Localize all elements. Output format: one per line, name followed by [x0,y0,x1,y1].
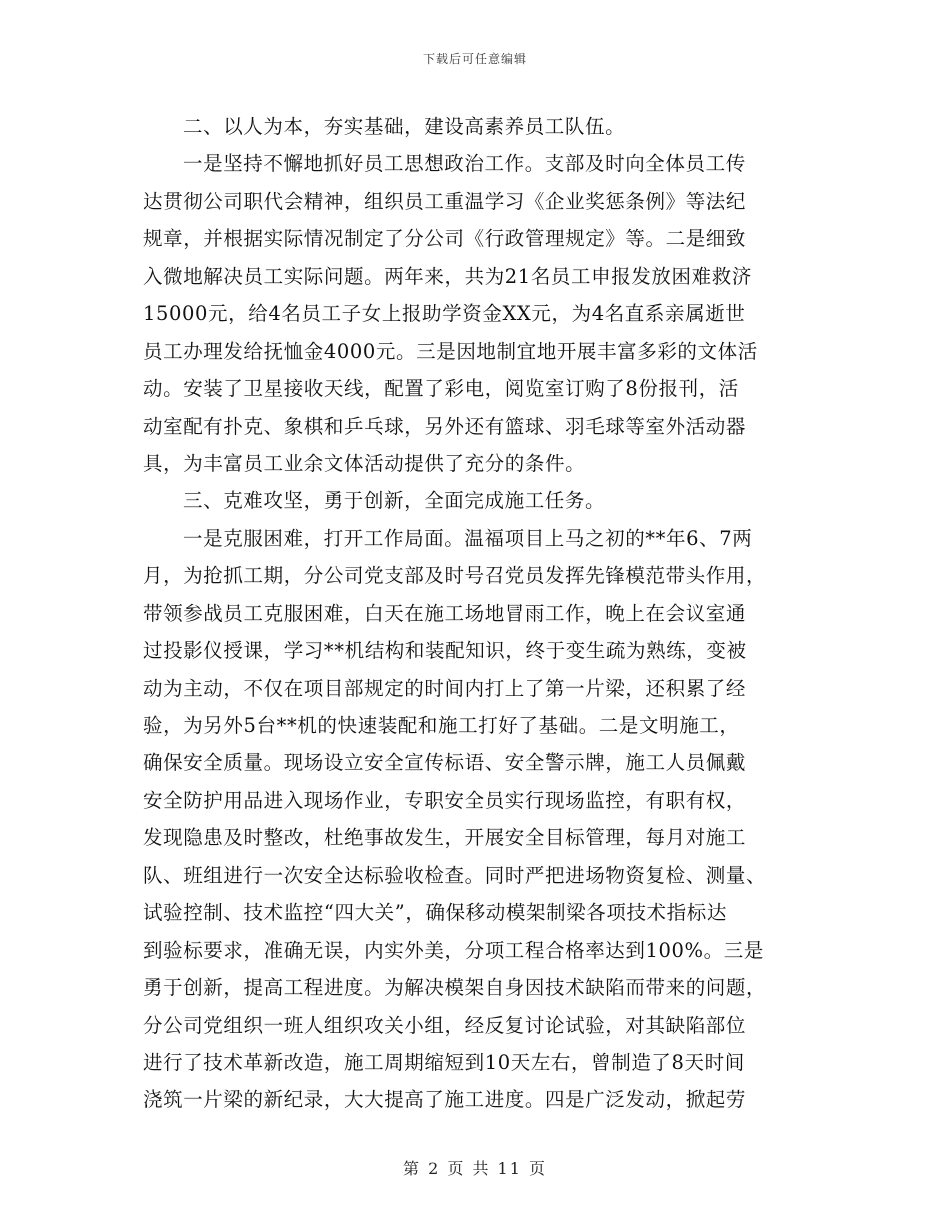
text-line: 规章，并根据实际情况制定了分公司《行政管理规定》等。二是细致 [143,227,747,251]
text-line: 勇于创新，提高工程进度。为解决模架自身因技术缺陷而带来的问题， [143,976,767,1000]
text-line: 带领参战员工克服困难，白天在施工场地冒雨工作，晚上在会议室通 [143,601,747,625]
text-line: 具，为丰富员工业余文体活动提供了充分的条件。 [143,451,586,475]
text-line: 浇筑一片梁的新纪录，大大提高了施工进度。四是广泛发动，掀起劳 [143,1088,747,1112]
text-line: 队、班组进行一次安全达标验收检查。同时严把进场物资复检、测量、 [143,863,767,887]
document-body [143,108,805,1119]
text-line: 发现隐患及时整改，杜绝事故发生，开展安全目标管理，每月对施工 [143,826,747,850]
text-line: 一是克服困难，打开工作局面。温福项目上马之初的**年6、7两 [183,526,753,550]
header-note: 下载后可任意编辑 [422,52,527,66]
text-line: 三、克难攻坚，勇于创新，全面完成施工任务。 [183,489,606,513]
text-line: 月，为抢抓工期，分公司党支部及时号召党员发挥先锋模范带头作用， [143,564,767,588]
page-number: 第 2 页 共 11 页 [403,1159,547,1178]
text-line: 过投影仪授课，学习**机结构和装配知识，终于变生疏为熟练，变被 [143,639,747,663]
text-line: 确保安全质量。现场设立安全宣传标语、安全警示牌，施工人员佩戴 [143,751,747,775]
text-line: 试验控制、技术监控“四大关”，确保移动模架制梁各项技术指标达 [143,901,727,925]
text-line: 到验标要求，准确无误，内实外美，分项工程合格率达到100%。三是 [143,938,764,962]
text-line: 安全防护用品进入现场作业，专职安全员实行现场监控，有职有权， [143,788,747,812]
text-line: 分公司党组织一班人组织攻关小组，经反复讨论试验，对其缺陷部位 [143,1013,747,1037]
text-line: 进行了技术革新改造，施工周期缩短到10天左右，曾制造了8天时间 [143,1050,745,1074]
text-line: 员工办理发给抚恤金4000元。三是因地制宜地开展丰富多彩的文体活 [143,339,758,363]
text-line: 15000元，给4名员工子女上报助学资金XX元，为4名直系亲属逝世 [143,302,746,326]
text-line: 入微地解决员工实际问题。两年来，共为21名员工申报发放困难救济 [143,264,752,288]
text-line: 动室配有扑克、象棋和乒乓球，另外还有篮球、羽毛球等室外活动器 [143,414,747,438]
text-line: 验，为另外5台**机的快速装配和施工打好了基础。二是文明施工， [143,714,740,737]
text-line: 动为主动，不仅在项目部规定的时间内打上了第一片梁，还积累了经 [143,676,747,700]
text-line: 动。安装了卫星接收天线，配置了彩电，阅览室订购了8份报刊，活 [143,377,739,401]
text-line: 二、以人为本，夯实基础，建设高素养员工队伍。 [183,115,626,138]
text-line: 一是坚持不懈地抓好员工思想政治工作。支部及时向全体员工传 [183,152,746,176]
text-line: 达贯彻公司职代会精神，组织员工重温学习《企业奖惩条例》等法纪 [143,189,747,213]
